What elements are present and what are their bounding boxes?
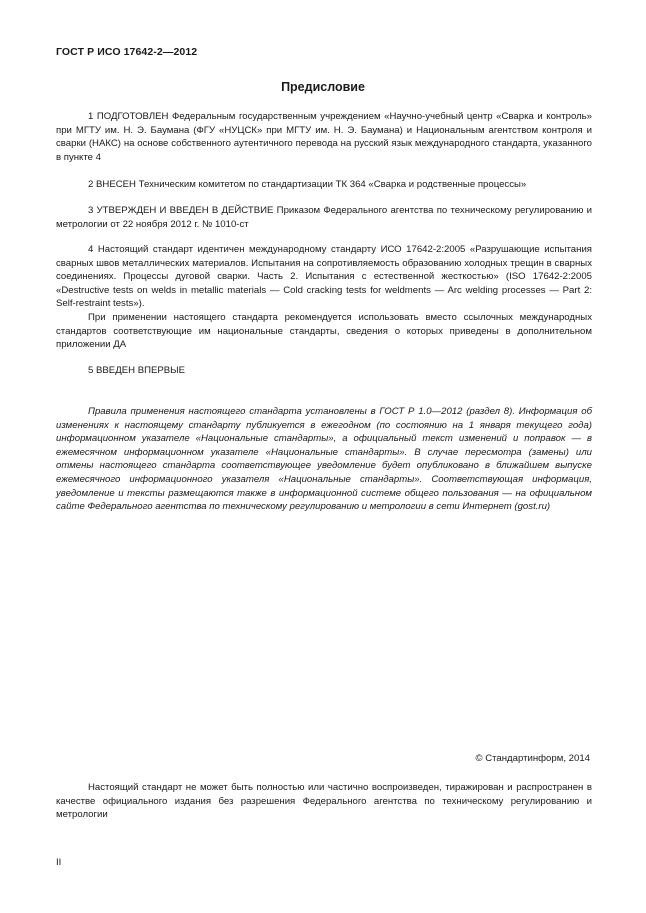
section-item-5	[56, 364, 592, 378]
item-1-text: 1 ПОДГОТОВЛЕН Федеральным государственным учреждением «Научно-учебный центр «Сварка и контроль» при МГТУ им. Н. Э. Баумана (ФГУ «НУЦСК» при МГТУ им. Н. Э. Баумана) и Национальным агентством контроля и сварки (НАКС) на основе собственного аутентичного перевода на русский язык международного стандарта, указанного в пункте 4	[56, 111, 592, 163]
section-item-4	[56, 243, 592, 352]
section-item-3	[56, 204, 592, 231]
item-3-text: 3 УТВЕРЖДЕН И ВВЕДЕН В ДЕЙСТВИЕ Приказом Федерального агентства по техническому регулированию и метрологии от 22 ноября 2012 г. № 1010-ст	[56, 205, 592, 230]
section-item-1	[56, 110, 592, 164]
reproduction-notice	[56, 781, 592, 822]
item-2-text: 2 ВНЕСЕН Техническим комитетом по стандартизации ТК 364 «Сварка и родственные процессы»	[88, 179, 527, 190]
item-4-note: При применении настоящего стандарта рекомендуется использовать вместо ссылочных международных стандартов соответствующие им национальные стандарты, сведения о которых приведены в дополнительном приложении ДА	[56, 311, 592, 351]
copyright: © Стандартинформ, 2014	[475, 753, 590, 764]
page-title: Предисловие	[281, 80, 365, 94]
section-item-2	[56, 178, 592, 192]
application-notice	[56, 405, 592, 514]
page-number: II	[56, 857, 62, 868]
item-4-text: 4 Настоящий стандарт идентичен международному стандарту ИСО 17642-2:2005 «Разрушающие испытания сварных швов металлических материалов. Испытания на сопротивляемость образованию холодных трещин в сварных соединениях. Процессы дуговой сварки. Часть 2. Испытания с естественной жесткостью» (ISO 17642-2:2005 «Destructive tests on welds in metallic materials — Cold cracking tests for weldments — Arc welding processes — Part 2: Self-restraint tests»).	[56, 244, 592, 310]
reproduction-text: Настоящий стандарт не может быть полностью или частично воспроизведен, тиражирован и распространен в качестве официального издания без разрешения Федерального агентства по техническому регулированию и метрологии	[56, 782, 592, 821]
item-5-text: 5 ВВЕДЕН ВПЕРВЫЕ	[88, 365, 186, 376]
standard-designation: ГОСТ Р ИСО 17642-2—2012	[56, 46, 198, 58]
notice-text: Правила применения настоящего стандарта установлены в ГОСТ Р 1.0—2012 (раздел 8). Информация об изменениях к настоящему стандарту публикуется в ежегодном (по состоянию на 1 января текущего года) информационном указателе «Национальные стандарты», а официальный текст изменений и поправок — в ежемесячном информационном указателе «Национальные стандарты». В случае пересмотра (замены) или отмены настоящего стандарта соответствующее уведомление будет опубликовано в ближайшем выпуске ежемесячного информационного указателя «Национальные стандарты». Соответствующая информация, уведомление и тексты размещаются также в информационной системе общего пользования — на официальном сайте Федерального агентства по техническому регулированию и метрологии в сети Интернет (gost.ru)	[56, 406, 592, 513]
